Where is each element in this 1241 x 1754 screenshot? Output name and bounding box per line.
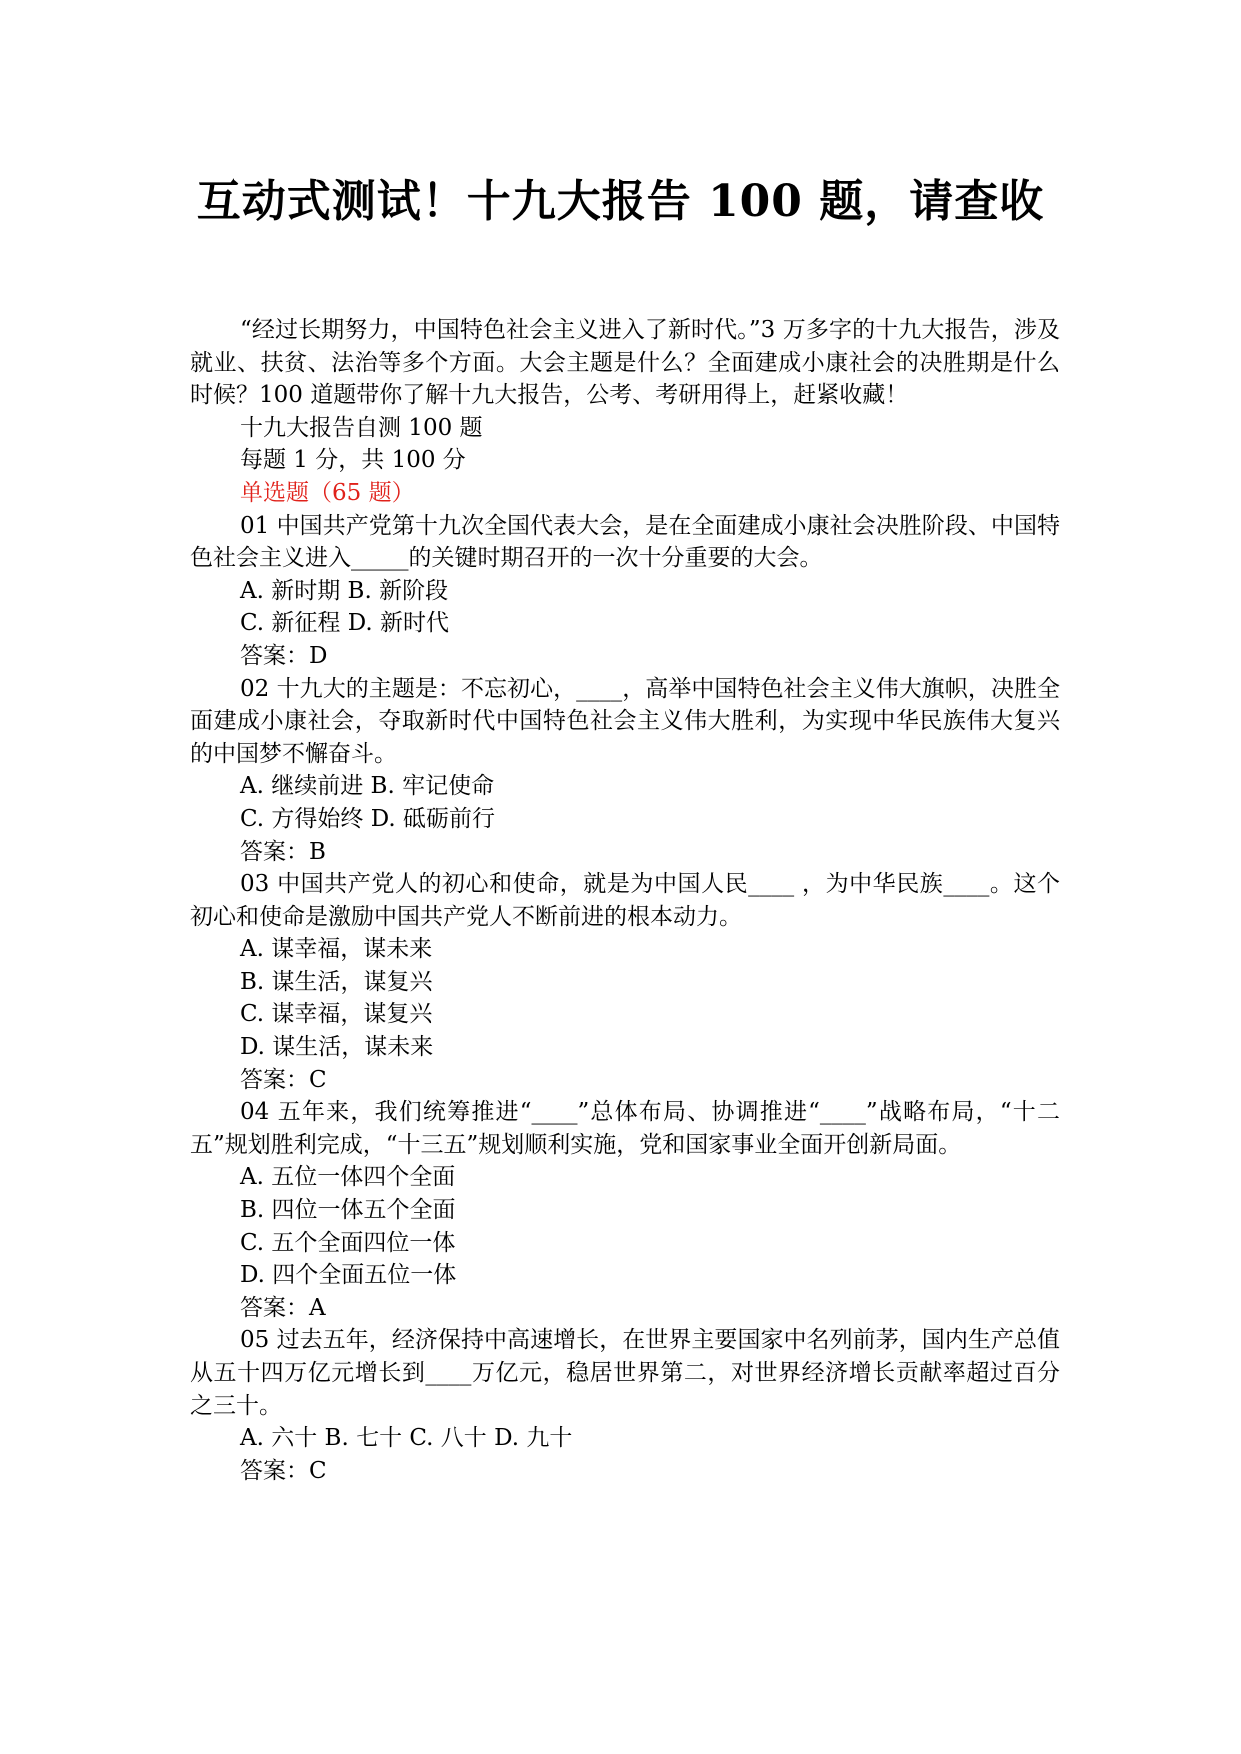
question-block [190,1096,1060,1324]
question-text: 01 中国共产党第十九次全国代表大会，是在全面建成小康社会决胜阶段、中国特色社会主义进入_____的关键时期召开的一次十分重要的大会。 [190,512,1060,572]
question-text: 02 十九大的主题是：不忘初心，____，高举中国特色社会主义伟大旗帜，决胜全面建成小康社会，夺取新时代中国特色社会主义伟大胜利，为实现中华民族伟大复兴的中国梦不懈奋斗。 [190,675,1060,767]
scoring-note: 每题 1 分，共 100 分 [240,447,466,474]
question-option: D. 四个全面五位一体 [240,1262,457,1289]
question-option: C. 新征程 D. 新时代 [240,610,449,637]
question-text: 03 中国共产党人的初心和使命，就是为中国人民____ ，为中华民族____。这个初心和使命是激励中国共产党人不断前进的根本动力。 [190,871,1060,930]
question-block [190,673,1060,869]
section-heading: 单选题（65 题） [240,479,415,506]
question-block [190,868,1060,1096]
question-answer: 答案：D [240,642,328,669]
question-option: C. 谋幸福，谋复兴 [240,1001,433,1028]
subtitle: 十九大报告自测 100 题 [240,414,483,441]
document-body [190,314,1060,1487]
question-option: B. 谋生活，谋复兴 [240,968,433,995]
question-option: D. 谋生活，谋未来 [240,1034,434,1061]
question-option: C. 五个全面四位一体 [240,1229,456,1256]
question-text: 05 过去五年，经济保持中高速增长，在世界主要国家中名列前茅，国内生产总值从五十四万亿元增长到____万亿元，稳居世界第二，对世界经济增长贡献率超过百分之三十。 [190,1327,1060,1419]
question-answer: 答案：C [240,1457,327,1484]
question-option: A. 新时期 B. 新阶段 [240,577,449,604]
document-title: 互动式测试！十九大报告 100 题，请查收 [196,176,1045,227]
question-answer: 答案：C [240,1066,327,1093]
question-option: A. 六十 B. 七十 C. 八十 D. 九十 [240,1425,573,1452]
question-text: 04 五年来，我们统筹推进“____”总体布局、协调推进“____”战略布局，“十二五”规划胜利完成，“十三五”规划顺利实施，党和国家事业全面开创新局面。 [190,1099,1060,1158]
question-answer: 答案：A [240,1294,326,1321]
question-option: C. 方得始终 D. 砥砺前行 [240,805,495,832]
question-option: B. 四位一体五个全面 [240,1197,456,1224]
question-block [190,1324,1060,1487]
question-option: A. 谋幸福，谋未来 [240,936,433,963]
question-answer: 答案：B [240,838,326,865]
intro-paragraph: “经过长期努力，中国特色社会主义进入了新时代。”3 万多字的十九大报告，涉及就业、扶贫、法治等多个方面。大会主题是什么？全面建成小康社会的决胜期是什么时候？100 道题带你了解十九大报告，公考、考研用得上，赶紧收藏！ [190,317,1060,409]
question-option: A. 五位一体四个全面 [240,1164,456,1191]
question-option: A. 继续前进 B. 牢记使命 [240,773,495,800]
question-block [190,510,1060,673]
